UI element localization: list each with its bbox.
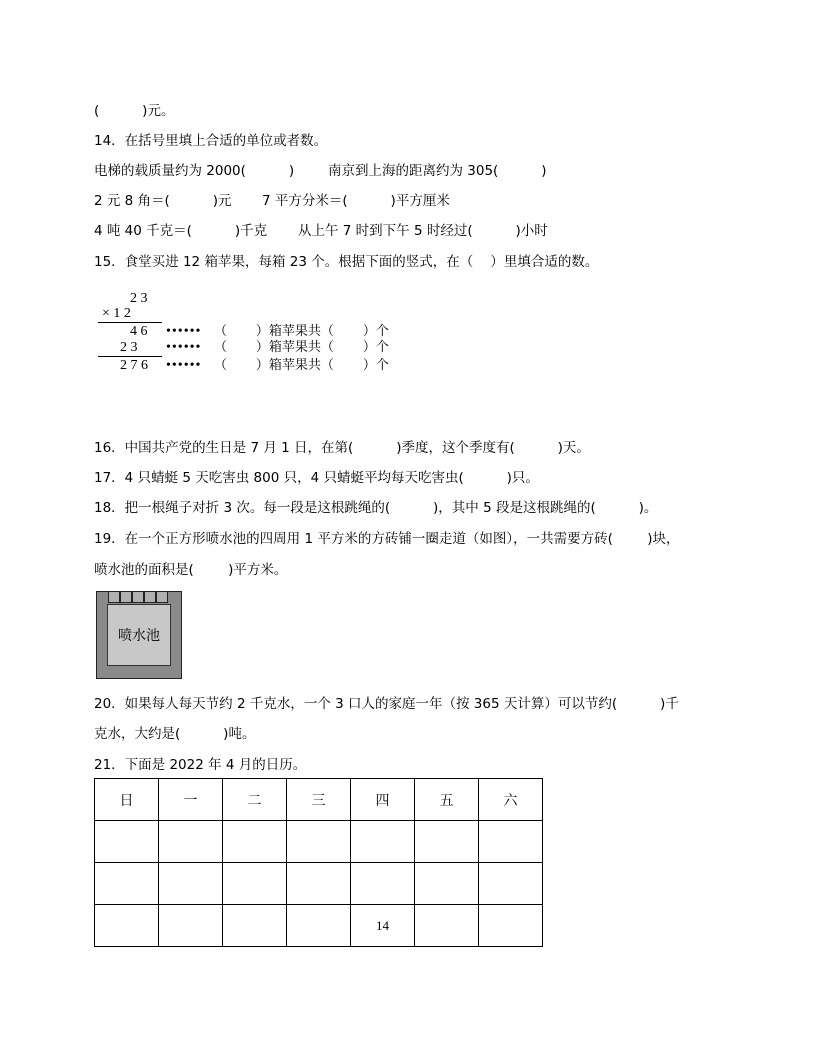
- tile: [132, 591, 144, 603]
- calendar-cell: [159, 905, 223, 947]
- calendar-cell: [95, 905, 159, 947]
- calendar-cell: [223, 863, 287, 905]
- q16: 16．中国共产党的生日是 7 月 1 日，在第( )季度，这个季度有( )天。: [94, 440, 590, 456]
- pool-center: [107, 604, 171, 666]
- calendar-cell: [351, 863, 415, 905]
- calendar-cell: [287, 863, 351, 905]
- calendar-cell: [415, 863, 479, 905]
- calendar-row: [95, 821, 543, 863]
- multiplier: × 1 2: [102, 306, 131, 321]
- calendar-header-row: [95, 779, 543, 821]
- q14-title: 14．在括号里填上合适的单位或者数。: [94, 133, 328, 149]
- calc-line-1: [98, 322, 162, 323]
- weekday-header: 六: [479, 779, 543, 821]
- q14-line3a: 4 吨 40 千克＝( )千克: [94, 223, 268, 239]
- q21-title: 21．下面是 2022 年 4 月的日历。: [94, 757, 307, 773]
- partial-product-1: 4 6: [130, 324, 148, 339]
- calendar-cell-day-14: 14: [351, 905, 415, 947]
- dots-3: ••••••: [166, 358, 202, 373]
- calendar-row: [95, 905, 543, 947]
- q19-line2: 喷水池的面积是( )平方米。: [94, 562, 288, 578]
- calendar-table: [94, 778, 543, 947]
- calendar-cell: [287, 905, 351, 947]
- fill-text-1: （ ）箱苹果共（ ）个: [214, 324, 389, 339]
- q13-tail: ( )元。: [94, 103, 175, 119]
- tile: [108, 591, 120, 603]
- multiplicand: 2 3: [130, 291, 148, 306]
- q20-line1: 20．如果每人每天节约 2 千克水，一个 3 口人的家庭一年（按 365 天计算）可以节约( )千: [94, 696, 679, 712]
- q14-line2b: 7 平方分米＝( )平方厘米: [262, 193, 450, 209]
- weekday-header: 二: [223, 779, 287, 821]
- weekday-header: 五: [415, 779, 479, 821]
- weekday-header: 三: [287, 779, 351, 821]
- tile: [120, 591, 132, 603]
- calendar-cell: [415, 821, 479, 863]
- calendar-row: [95, 863, 543, 905]
- fountain-pool-figure: [96, 591, 182, 679]
- weekday-header: 日: [95, 779, 159, 821]
- calendar-cell: [351, 821, 415, 863]
- calendar-cell: [287, 821, 351, 863]
- fill-text-3: （ ）箱苹果共（ ）个: [214, 358, 389, 373]
- q14-line1b: 南京到上海的距离约为 305( ): [328, 163, 547, 179]
- calendar-cell: [223, 821, 287, 863]
- q20-line2: 克水，大约是( )吨。: [94, 726, 256, 742]
- calendar-cell: [479, 821, 543, 863]
- q19-line1: 19．在一个正方形喷水池的四周用 1 平方米的方砖铺一圈走道（如图），一共需要方砖( )块，: [94, 531, 680, 547]
- q18: 18．把一根绳子对折 3 次。每一段是这根跳绳的( )，其中 5 段是这根跳绳的( )。: [94, 500, 658, 516]
- weekday-header: 四: [351, 779, 415, 821]
- q14-line2a: 2 元 8 角＝( )元: [94, 193, 232, 209]
- q17: 17．4 只蜻蜓 5 天吃害虫 800 只，4 只蜻蜓平均每天吃害虫( )只。: [94, 470, 539, 486]
- tile: [144, 591, 156, 603]
- calendar-cell: [159, 821, 223, 863]
- fill-text-2: （ ）箱苹果共（ ）个: [214, 340, 389, 355]
- calendar-cell: [159, 863, 223, 905]
- calendar-cell: [223, 905, 287, 947]
- q14-line3b: 从上午 7 时到下午 5 时经过( )小时: [298, 223, 548, 239]
- calendar-cell: [95, 821, 159, 863]
- calendar-cell: [415, 905, 479, 947]
- dots-1: ••••••: [166, 324, 202, 339]
- calendar-cell: [95, 863, 159, 905]
- partial-product-2: 2 3: [120, 340, 138, 355]
- calendar-cell: [479, 863, 543, 905]
- q15-title: 15．食堂买进 12 箱苹果，每箱 23 个。根据下面的竖式，在（ ）里填合适的数。: [94, 254, 599, 270]
- result: 2 7 6: [120, 358, 148, 373]
- calendar-cell: [479, 905, 543, 947]
- dots-2: ••••••: [166, 340, 202, 355]
- weekday-header: 一: [159, 779, 223, 821]
- tile: [156, 591, 168, 603]
- q14-line1a: 电梯的载质量约为 2000( ): [94, 163, 295, 179]
- pool-label: 喷水池: [118, 628, 160, 644]
- calc-line-2: [98, 356, 162, 357]
